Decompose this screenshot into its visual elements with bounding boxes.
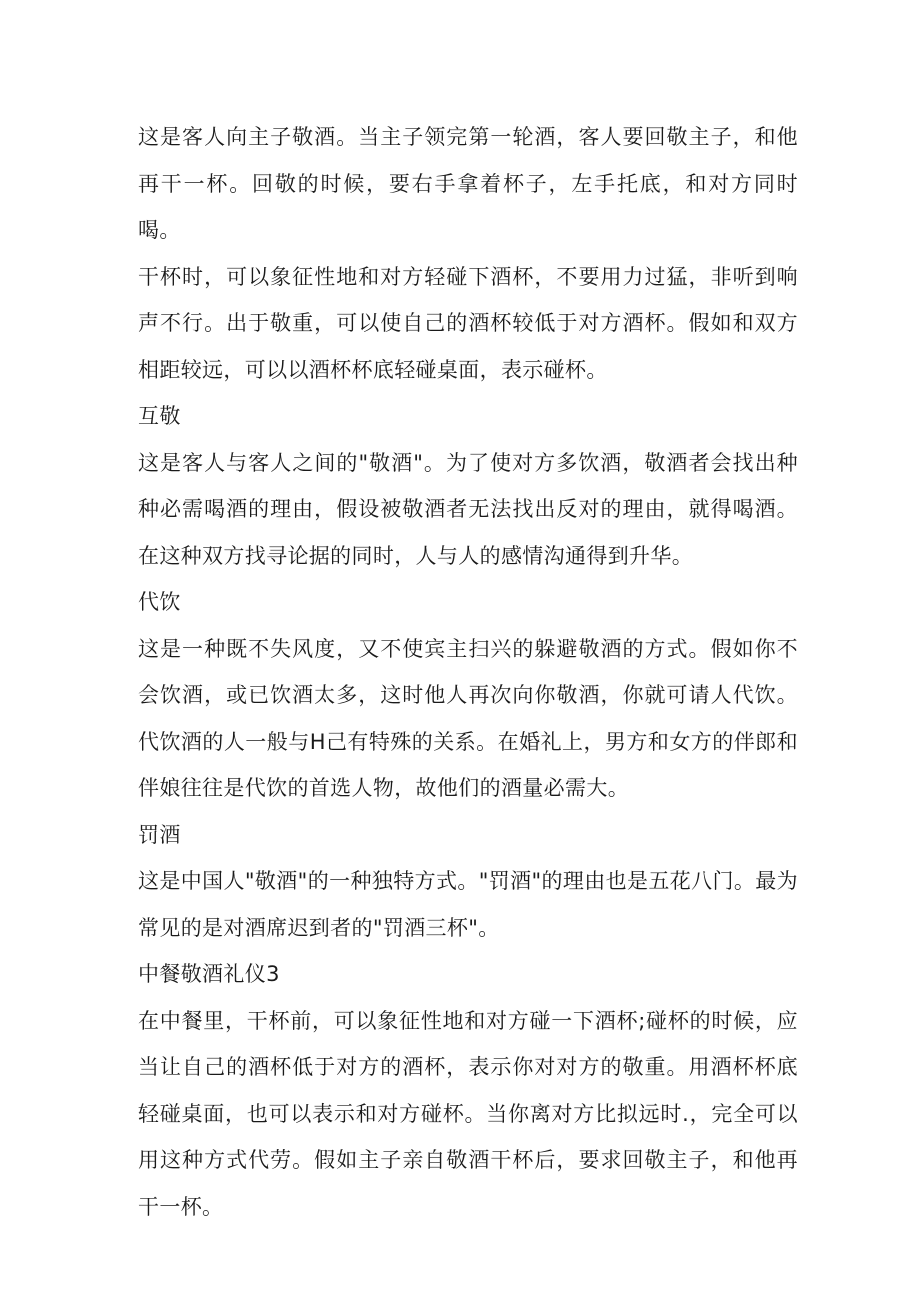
heading-penalty-drink: 罚酒 bbox=[138, 822, 181, 847]
document-body bbox=[138, 114, 798, 1230]
paragraph-clinking-glasses: 干杯时，可以象征性地和对方轻碰下酒杯，不要用力过猛，非听到响声不行。出于敬重，可以使自己的酒杯较低于对方酒杯。假如和双方相距较远，可以以酒杯杯底轻碰桌面，表示碰杯。 bbox=[138, 264, 798, 382]
heading-mutual-toast: 互敬 bbox=[138, 404, 181, 428]
heading-proxy-drinking: 代饮 bbox=[138, 590, 181, 614]
paragraph-return-toast: 这是客人向主子敬酒。当主子领完第一轮酒，客人要回敬主子，和他再干一杯。回敬的时候，要右手拿着杯子，左手托底，和对方同时喝。 bbox=[138, 125, 798, 242]
paragraph-mutual-toast: 这是客人与客人之间的"敬酒"。为了使对方多饮酒，敬酒者会找出种种必需喝酒的理由，假设被敬酒者无法找出反对的理由，就得喝酒。在这种双方找寻论据的同时，人与人的感情沟通得到升华。 bbox=[138, 450, 798, 568]
paragraph-proxy-drinking: 这是一种既不失风度，又不使宾主扫兴的躲避敬酒的方式。假如你不会饮酒，或已饮酒太多，这时他人再次向你敬酒，你就可请人代饮。代饮酒的人一般与H己有特殊的关系。在婚礼上，男方和女方的伴郎和伴娘往往是代饮的首选人物，故他们的酒量必需大。 bbox=[138, 636, 798, 800]
heading-etiquette-3: 中餐敬酒礼仪3 bbox=[138, 962, 280, 986]
paragraph-etiquette-3: 在中餐里，干杯前，可以象征性地和对方碰一下酒杯;碰杯的时候，应当让自己的酒杯低于对方的酒杯，表示你对对方的敬重。用酒杯杯底轻碰桌面，也可以表示和对方碰杯。当你离对方比拟远时.，完全可以用这种方式代劳。假如主子亲自敬酒干杯后，要求回敬主子，和他再干一杯。 bbox=[138, 1008, 798, 1219]
paragraph-penalty-drink: 这是中国人"敬酒"的一种独特方式。"罚酒"的理由也是五花八门。最为常见的是对酒席迟到者的"罚酒三杯"。 bbox=[138, 869, 798, 940]
